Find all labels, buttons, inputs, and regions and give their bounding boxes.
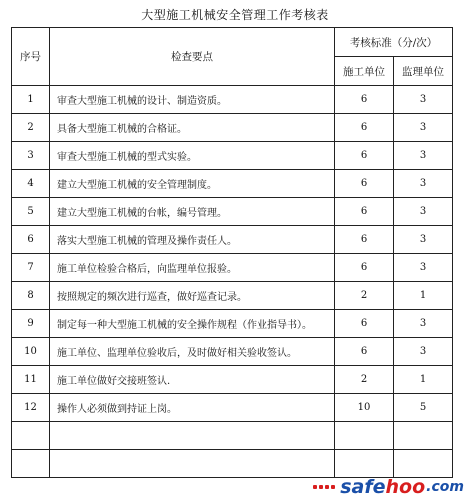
table-row: [12, 86, 453, 114]
table-row: [12, 198, 453, 226]
row-supervision-score: 3: [394, 198, 453, 226]
table-row: [12, 310, 453, 338]
row-item: 建立大型施工机械的台帐，编号管理。: [50, 198, 335, 226]
table-row: [12, 254, 453, 282]
row-supervision-score: 3: [394, 226, 453, 254]
row-item: 施工单位、监理单位验收后，及时做好相关验收签认。: [50, 338, 335, 366]
header-item: 检查要点: [50, 28, 335, 86]
watermark-dots: [313, 485, 335, 489]
table-row-empty: [12, 450, 453, 478]
row-number: 11: [12, 366, 50, 394]
safehoo-watermark: [313, 476, 464, 498]
row-construction-score: 2: [335, 282, 394, 310]
row-number: 1: [12, 86, 50, 114]
page-title: 大型施工机械安全管理工作考核表: [141, 8, 329, 22]
table-row-empty: [12, 422, 453, 450]
row-supervision-score: 1: [394, 366, 453, 394]
row-construction-score: 6: [335, 338, 394, 366]
row-item: 审查大型施工机械的型式实验。: [50, 142, 335, 170]
header-standard: 考核标准（分/次）: [335, 28, 453, 57]
row-construction-score: 2: [335, 366, 394, 394]
table-row: [12, 226, 453, 254]
empty-cell: [12, 450, 50, 478]
row-supervision-score: 1: [394, 282, 453, 310]
row-number: 9: [12, 310, 50, 338]
row-number: 4: [12, 170, 50, 198]
row-supervision-score: 3: [394, 338, 453, 366]
row-number: 12: [12, 394, 50, 422]
header-supervision: 监理单位: [394, 57, 453, 86]
empty-cell: [394, 450, 453, 478]
row-supervision-score: 3: [394, 310, 453, 338]
table-row: [12, 170, 453, 198]
row-item: 施工单位做好交接班签认.: [50, 366, 335, 394]
row-item: 审查大型施工机械的设计、制造资质。: [50, 86, 335, 114]
header-seq: 序号: [12, 28, 50, 86]
row-construction-score: 6: [335, 254, 394, 282]
row-number: 8: [12, 282, 50, 310]
row-construction-score: 6: [335, 170, 394, 198]
row-construction-score: 6: [335, 310, 394, 338]
empty-cell: [50, 422, 335, 450]
row-item: 制定每一种大型施工机械的安全操作规程（作业指导书）。: [50, 310, 335, 338]
row-construction-score: 10: [335, 394, 394, 422]
row-item: 施工单位检验合格后，向监理单位报验。: [50, 254, 335, 282]
row-supervision-score: 3: [394, 114, 453, 142]
empty-cell: [394, 422, 453, 450]
header-construction: 施工单位: [335, 57, 394, 86]
table-row: [12, 338, 453, 366]
table-row: [12, 282, 453, 310]
empty-cell: [50, 450, 335, 478]
row-construction-score: 6: [335, 142, 394, 170]
assessment-table: [11, 27, 453, 478]
row-supervision-score: 3: [394, 86, 453, 114]
row-number: 10: [12, 338, 50, 366]
row-number: 3: [12, 142, 50, 170]
row-construction-score: 6: [335, 86, 394, 114]
row-item: 具备大型施工机械的合格证。: [50, 114, 335, 142]
row-supervision-score: 5: [394, 394, 453, 422]
row-number: 5: [12, 198, 50, 226]
table-row: [12, 142, 453, 170]
row-item: 建立大型施工机械的安全管理制度。: [50, 170, 335, 198]
table-row: [12, 394, 453, 422]
row-construction-score: 6: [335, 226, 394, 254]
empty-cell: [335, 422, 394, 450]
row-supervision-score: 3: [394, 170, 453, 198]
row-number: 7: [12, 254, 50, 282]
watermark-text-com: .com: [426, 479, 464, 495]
row-supervision-score: 3: [394, 142, 453, 170]
row-item: 落实大型施工机械的管理及操作责任人。: [50, 226, 335, 254]
row-number: 6: [12, 226, 50, 254]
row-construction-score: 6: [335, 198, 394, 226]
table-row: [12, 366, 453, 394]
row-supervision-score: 3: [394, 254, 453, 282]
empty-cell: [12, 422, 50, 450]
row-item: 按照规定的频次进行巡查，做好巡查记录。: [50, 282, 335, 310]
empty-cell: [335, 450, 394, 478]
watermark-text-hoo: hoo: [385, 476, 426, 498]
row-number: 2: [12, 114, 50, 142]
row-construction-score: 6: [335, 114, 394, 142]
watermark-text-safe: safe: [340, 476, 386, 498]
table-row: [12, 114, 453, 142]
row-item: 操作人必须做到持证上岗。: [50, 394, 335, 422]
